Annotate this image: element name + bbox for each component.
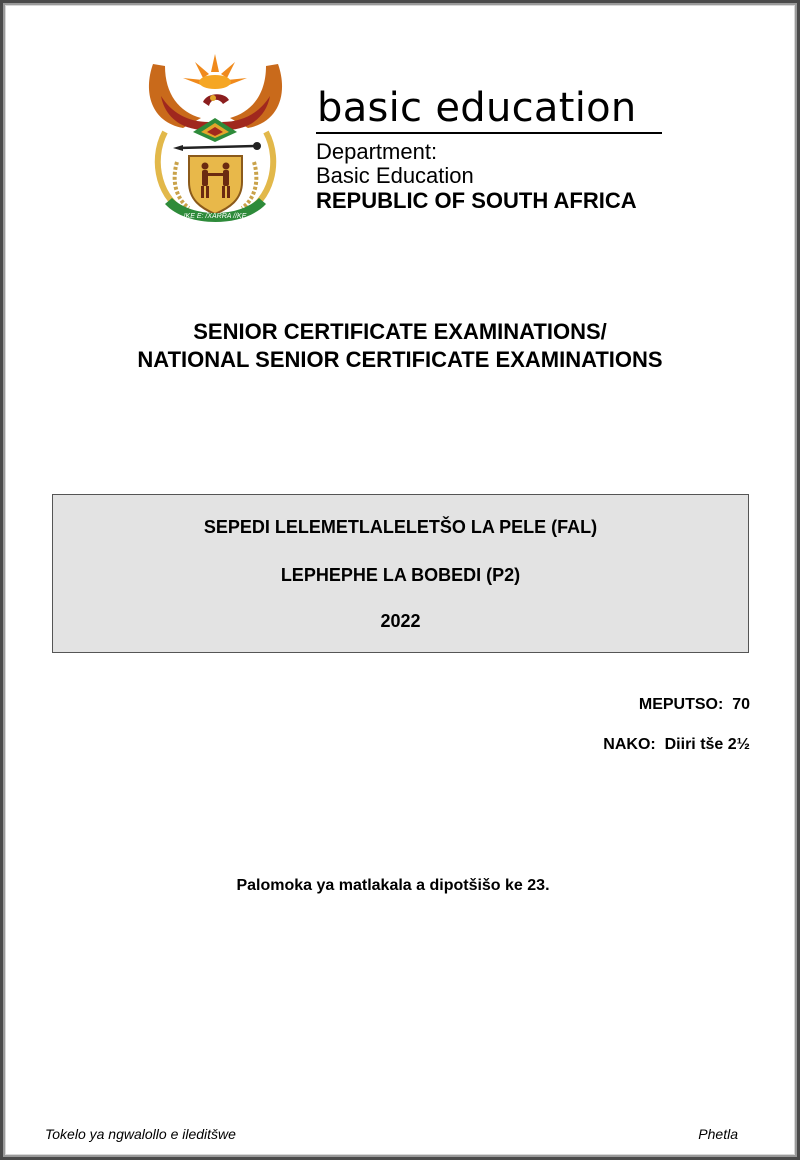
exam-heading-line1: SENIOR CERTIFICATE EXAMINATIONS/ [193,319,607,344]
marks-value: 70 [732,696,750,713]
department-label: Department: [316,139,438,164]
brand-divider [316,132,662,134]
subject-box [52,494,749,653]
subject-title: SEPEDI LELEMETLALELETŠO LA PELE (FAL) [203,517,598,537]
exam-heading-line2: NATIONAL SENIOR CERTIFICATE EXAMINATIONS [137,347,663,372]
country-name: REPUBLIC OF SOUTH AFRICA [316,188,637,213]
brand-block [316,84,666,214]
time-label: NAKO: [603,736,656,753]
brand-title: basic education [317,85,637,131]
coat-of-arms-icon [143,52,288,230]
marks-info [639,696,750,714]
marks-label: MEPUTSO: [638,696,724,713]
page-count-note: Palomoka ya matlakala a dipotšišo ke 23. [236,877,550,894]
exam-year: 2022 [380,611,421,631]
crest-motto: !KE E: /XARRA //KE [183,213,247,220]
paper-number: LEPHEPHE LA BOBEDI (P2) [280,565,521,585]
time-info [603,736,750,754]
time-value: Diiri tše 2½ [664,736,750,753]
exam-heading [0,318,800,374]
department-name: Basic Education [316,163,474,188]
turn-over-note: Phetla [698,1126,738,1142]
copyright-notice: Tokelo ya ngwalollo e ileditšwe [45,1126,236,1142]
